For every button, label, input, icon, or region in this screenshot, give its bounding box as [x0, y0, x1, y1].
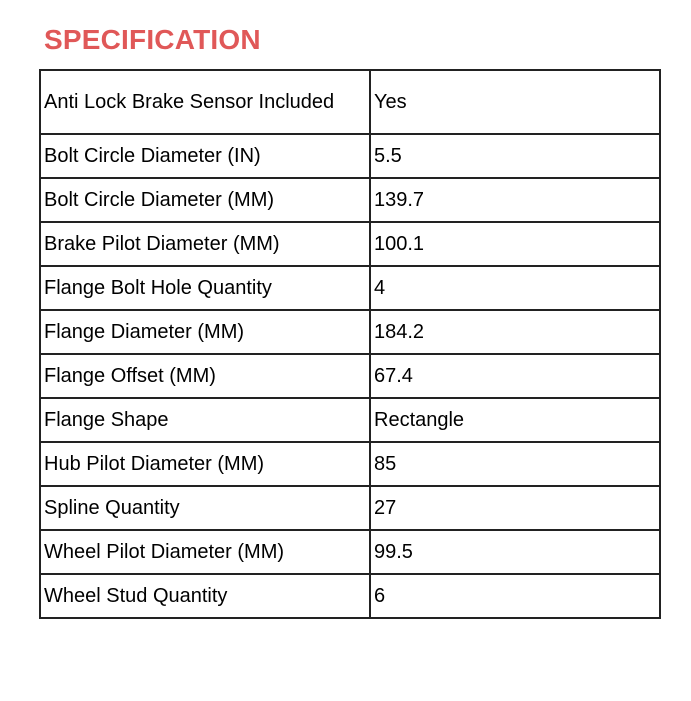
spec-value: 99.5 [370, 530, 660, 574]
spec-value: Rectangle [370, 398, 660, 442]
table-row [40, 442, 660, 486]
spec-label: Bolt Circle Diameter (MM) [40, 178, 370, 222]
spec-value: Yes [370, 70, 660, 134]
page-title: SPECIFICATION [44, 24, 261, 55]
spec-value: 5.5 [370, 134, 660, 178]
spec-label: Wheel Pilot Diameter (MM) [40, 530, 370, 574]
spec-label: Wheel Stud Quantity [40, 574, 370, 618]
spec-value: 4 [370, 266, 660, 310]
table-row [40, 486, 660, 530]
spec-value: 85 [370, 442, 660, 486]
table-row [40, 134, 660, 178]
spec-value: 184.2 [370, 310, 660, 354]
table-row [40, 178, 660, 222]
spec-label: Flange Shape [40, 398, 370, 442]
table-row [40, 70, 660, 134]
table-row [40, 530, 660, 574]
spec-label: Hub Pilot Diameter (MM) [40, 442, 370, 486]
table-row [40, 574, 660, 618]
table-row [40, 398, 660, 442]
spec-label: Bolt Circle Diameter (IN) [40, 134, 370, 178]
spec-value: 100.1 [370, 222, 660, 266]
table-row [40, 354, 660, 398]
spec-value: 27 [370, 486, 660, 530]
spec-label: Flange Diameter (MM) [40, 310, 370, 354]
spec-label: Spline Quantity [40, 486, 370, 530]
spec-value: 67.4 [370, 354, 660, 398]
spec-value: 6 [370, 574, 660, 618]
table-row [40, 222, 660, 266]
table-row [40, 266, 660, 310]
spec-label: Flange Offset (MM) [40, 354, 370, 398]
spec-value: 139.7 [370, 178, 660, 222]
spec-label: Brake Pilot Diameter (MM) [40, 222, 370, 266]
table-row [40, 310, 660, 354]
specification-table [39, 69, 661, 619]
spec-label: Anti Lock Brake Sensor Included [40, 70, 370, 134]
spec-label: Flange Bolt Hole Quantity [40, 266, 370, 310]
